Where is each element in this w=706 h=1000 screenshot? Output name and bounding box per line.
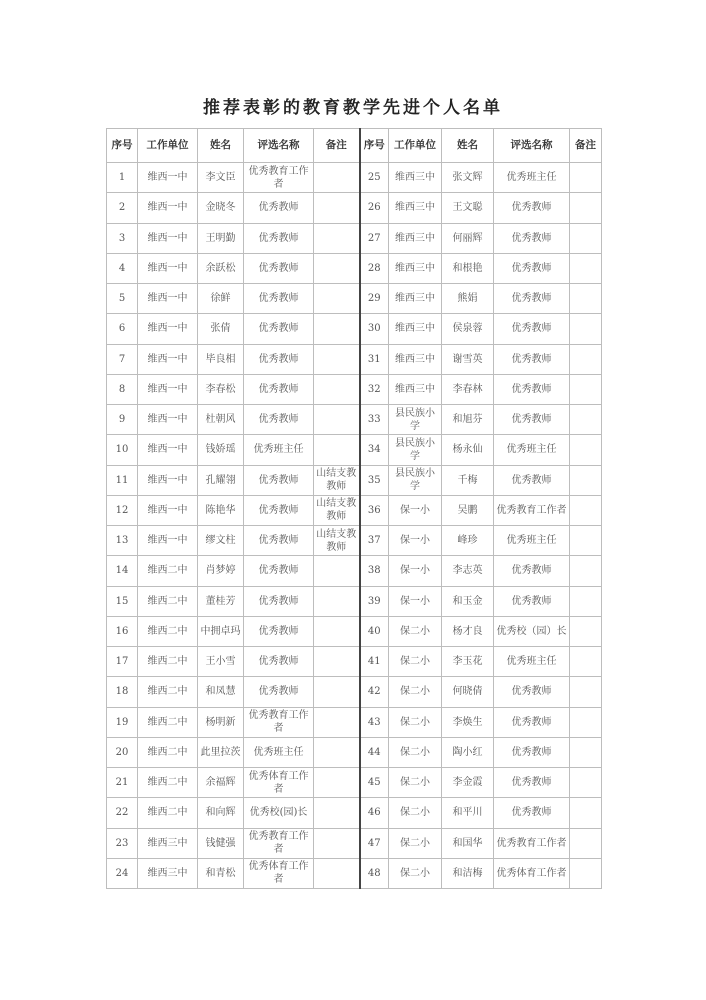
cell-no: 4 [107,253,138,283]
cell-no-right: 48 [360,858,389,888]
table-row [107,526,602,556]
cell-no: 17 [107,647,138,677]
cell-remark-right [570,435,602,465]
cell-no-right: 46 [360,798,389,828]
cell-name-right: 王文聪 [442,193,494,223]
table-row [107,677,602,707]
cell-award: 优秀教师 [244,465,314,495]
col-header-unit: 工作单位 [138,129,198,163]
cell-name-right: 陶小红 [442,737,494,767]
cell-name-right: 李焕生 [442,707,494,737]
cell-remark: 山结支教教师 [314,465,360,495]
cell-name-right: 和根艳 [442,253,494,283]
cell-no: 2 [107,193,138,223]
cell-award-right: 优秀教师 [494,798,570,828]
cell-award: 优秀教师 [244,344,314,374]
cell-name-right: 李春林 [442,374,494,404]
cell-unit: 维西一中 [138,284,198,314]
cell-no-right: 47 [360,828,389,858]
cell-remark-right [570,768,602,798]
cell-award-right: 优秀体育工作者 [494,858,570,888]
cell-award-right: 优秀教师 [494,707,570,737]
col-header-name: 姓名 [198,129,244,163]
cell-award: 优秀教师 [244,284,314,314]
cell-remark [314,193,360,223]
cell-unit: 维西一中 [138,435,198,465]
cell-name-right: 和洁梅 [442,858,494,888]
cell-award-right: 优秀教育工作者 [494,495,570,525]
cell-name-right: 何晓倩 [442,677,494,707]
cell-remark-right [570,374,602,404]
cell-unit-right: 县民族小学 [389,435,442,465]
table-row [107,798,602,828]
cell-name: 和青松 [198,858,244,888]
table-row [107,405,602,435]
cell-award: 优秀教师 [244,314,314,344]
cell-name: 钱健强 [198,828,244,858]
cell-remark-right [570,616,602,646]
cell-name-right: 和玉金 [442,586,494,616]
cell-remark-right [570,163,602,193]
cell-name: 董桂芳 [198,586,244,616]
cell-no-right: 39 [360,586,389,616]
cell-remark: 山结支教教师 [314,526,360,556]
table-row [107,737,602,767]
cell-name-right: 吴鹏 [442,495,494,525]
cell-remark-right [570,284,602,314]
cell-name-right: 千梅 [442,465,494,495]
cell-remark-right [570,858,602,888]
cell-remark-right [570,707,602,737]
cell-award: 优秀校(园)长 [244,798,314,828]
col-header-unit-right: 工作单位 [389,129,442,163]
cell-remark-right [570,465,602,495]
cell-award-right: 优秀教师 [494,223,570,253]
cell-remark-right [570,647,602,677]
cell-remark [314,616,360,646]
cell-no: 20 [107,737,138,767]
cell-unit: 维西一中 [138,405,198,435]
cell-remark-right [570,737,602,767]
cell-unit: 维西三中 [138,828,198,858]
cell-award: 优秀教师 [244,253,314,283]
table-row [107,586,602,616]
cell-unit-right: 维西三中 [389,344,442,374]
cell-award-right: 优秀教师 [494,737,570,767]
cell-award-right: 优秀教师 [494,677,570,707]
cell-unit-right: 保一小 [389,495,442,525]
cell-remark [314,284,360,314]
table-row [107,707,602,737]
cell-award: 优秀教育工作者 [244,163,314,193]
table-row [107,223,602,253]
cell-award: 优秀教师 [244,193,314,223]
cell-name: 杜朝风 [198,405,244,435]
cell-name: 孔耀翎 [198,465,244,495]
cell-unit-right: 保二小 [389,647,442,677]
cell-no-right: 44 [360,737,389,767]
cell-award: 优秀教师 [244,526,314,556]
cell-unit-right: 保二小 [389,737,442,767]
cell-remark-right [570,495,602,525]
cell-name: 毕良相 [198,344,244,374]
cell-name-right: 侯泉蓉 [442,314,494,344]
cell-unit: 维西三中 [138,858,198,888]
header-row [107,129,602,163]
cell-name-right: 李志英 [442,556,494,586]
cell-remark [314,435,360,465]
cell-award-right: 优秀教师 [494,405,570,435]
cell-no: 21 [107,768,138,798]
cell-remark-right [570,405,602,435]
cell-no: 24 [107,858,138,888]
cell-no: 13 [107,526,138,556]
cell-no: 18 [107,677,138,707]
cell-no: 14 [107,556,138,586]
cell-unit: 维西一中 [138,465,198,495]
cell-award: 优秀教师 [244,677,314,707]
cell-name: 张倩 [198,314,244,344]
cell-award-right: 优秀教师 [494,768,570,798]
cell-remark-right [570,253,602,283]
award-roster-table [106,128,602,889]
col-header-no-right: 序号 [360,129,389,163]
cell-award: 优秀教师 [244,405,314,435]
cell-remark-right [570,193,602,223]
cell-name: 中拥卓玛 [198,616,244,646]
cell-name: 和向辉 [198,798,244,828]
cell-unit-right: 维西三中 [389,374,442,404]
table-row [107,253,602,283]
cell-no: 10 [107,435,138,465]
cell-no-right: 30 [360,314,389,344]
cell-award-right: 优秀班主任 [494,163,570,193]
cell-award: 优秀教师 [244,495,314,525]
cell-no-right: 31 [360,344,389,374]
cell-unit-right: 保一小 [389,556,442,586]
cell-no-right: 35 [360,465,389,495]
cell-award-right: 优秀教师 [494,556,570,586]
col-header-award: 评选名称 [244,129,314,163]
cell-name: 钱娇瑶 [198,435,244,465]
cell-remark-right [570,314,602,344]
cell-name-right: 何丽辉 [442,223,494,253]
cell-name-right: 杨永仙 [442,435,494,465]
cell-no-right: 42 [360,677,389,707]
cell-unit-right: 维西三中 [389,253,442,283]
cell-award-right: 优秀教师 [494,314,570,344]
cell-unit-right: 维西三中 [389,284,442,314]
col-header-award-right: 评选名称 [494,129,570,163]
col-header-no: 序号 [107,129,138,163]
cell-name-right: 和国华 [442,828,494,858]
cell-unit: 维西二中 [138,616,198,646]
table-row [107,465,602,495]
cell-no-right: 28 [360,253,389,283]
cell-award-right: 优秀教师 [494,374,570,404]
cell-no-right: 29 [360,284,389,314]
table-row [107,828,602,858]
table-row [107,193,602,223]
col-header-remark: 备注 [314,129,360,163]
cell-name-right: 熊娟 [442,284,494,314]
cell-name: 金晓冬 [198,193,244,223]
cell-unit: 维西一中 [138,495,198,525]
cell-unit-right: 保二小 [389,858,442,888]
cell-unit: 维西二中 [138,768,198,798]
table-row [107,163,602,193]
cell-no: 12 [107,495,138,525]
cell-remark [314,314,360,344]
cell-no: 16 [107,616,138,646]
cell-unit-right: 保二小 [389,798,442,828]
table-row [107,858,602,888]
cell-unit-right: 维西三中 [389,163,442,193]
cell-unit: 维西一中 [138,163,198,193]
cell-name: 余福辉 [198,768,244,798]
cell-no-right: 27 [360,223,389,253]
cell-award-right: 优秀校（园）长 [494,616,570,646]
cell-unit-right: 维西三中 [389,314,442,344]
col-header-remark-right: 备注 [570,129,602,163]
cell-unit-right: 维西三中 [389,193,442,223]
col-header-name-right: 姓名 [442,129,494,163]
cell-no: 1 [107,163,138,193]
cell-name-right: 峰珍 [442,526,494,556]
cell-remark [314,586,360,616]
table-row [107,768,602,798]
cell-name: 余跃松 [198,253,244,283]
cell-name-right: 张文辉 [442,163,494,193]
cell-remark-right [570,586,602,616]
cell-unit-right: 保一小 [389,526,442,556]
cell-no: 11 [107,465,138,495]
cell-award-right: 优秀教师 [494,284,570,314]
cell-unit-right: 保二小 [389,677,442,707]
cell-name: 缪文柱 [198,526,244,556]
cell-no-right: 34 [360,435,389,465]
cell-remark [314,374,360,404]
cell-no-right: 32 [360,374,389,404]
cell-award: 优秀教师 [244,586,314,616]
cell-name: 徐鲜 [198,284,244,314]
cell-award-right: 优秀班主任 [494,647,570,677]
cell-remark [314,737,360,767]
cell-remark [314,858,360,888]
cell-remark [314,677,360,707]
cell-no-right: 45 [360,768,389,798]
cell-award: 优秀教师 [244,223,314,253]
cell-remark [314,405,360,435]
cell-no: 8 [107,374,138,404]
cell-name-right: 杨才良 [442,616,494,646]
cell-unit-right: 保二小 [389,828,442,858]
cell-name: 王小雪 [198,647,244,677]
cell-unit: 维西一中 [138,344,198,374]
cell-remark: 山结支教教师 [314,495,360,525]
table-row [107,556,602,586]
cell-award: 优秀教育工作者 [244,828,314,858]
cell-award-right: 优秀教师 [494,253,570,283]
cell-award: 优秀体育工作者 [244,768,314,798]
cell-no: 19 [107,707,138,737]
cell-no: 5 [107,284,138,314]
cell-name-right: 李玉花 [442,647,494,677]
cell-no-right: 37 [360,526,389,556]
cell-unit: 维西二中 [138,707,198,737]
cell-award: 优秀教师 [244,647,314,677]
cell-no-right: 26 [360,193,389,223]
cell-name: 肖梦婷 [198,556,244,586]
cell-award-right: 优秀教师 [494,465,570,495]
cell-name: 和凤慧 [198,677,244,707]
cell-no: 3 [107,223,138,253]
cell-remark [314,223,360,253]
cell-remark-right [570,828,602,858]
cell-award-right: 优秀教师 [494,344,570,374]
cell-award-right: 优秀班主任 [494,526,570,556]
cell-unit: 维西一中 [138,223,198,253]
cell-remark [314,253,360,283]
cell-remark-right [570,556,602,586]
cell-award: 优秀教师 [244,374,314,404]
cell-remark-right [570,223,602,253]
cell-unit: 维西一中 [138,526,198,556]
table-row [107,435,602,465]
table-row [107,284,602,314]
cell-no-right: 25 [360,163,389,193]
cell-no: 9 [107,405,138,435]
table-row [107,374,602,404]
table-row [107,495,602,525]
cell-no-right: 38 [360,556,389,586]
table-row [107,344,602,374]
cell-unit: 维西一中 [138,253,198,283]
cell-unit-right: 县民族小学 [389,405,442,435]
cell-unit-right: 保二小 [389,768,442,798]
cell-award: 优秀教师 [244,556,314,586]
cell-unit-right: 县民族小学 [389,465,442,495]
cell-unit: 维西二中 [138,556,198,586]
cell-remark-right [570,344,602,374]
cell-no-right: 41 [360,647,389,677]
cell-award: 优秀体育工作者 [244,858,314,888]
cell-no-right: 40 [360,616,389,646]
table-row [107,616,602,646]
cell-award-right: 优秀教师 [494,586,570,616]
cell-award-right: 优秀班主任 [494,435,570,465]
page-title: 推荐表彰的教育教学先进个人名单 [203,98,503,118]
cell-unit-right: 保二小 [389,707,442,737]
cell-name: 杨明新 [198,707,244,737]
cell-remark [314,344,360,374]
cell-unit-right: 保二小 [389,616,442,646]
cell-unit: 维西二中 [138,647,198,677]
cell-remark [314,707,360,737]
cell-name: 陈艳华 [198,495,244,525]
table-row [107,647,602,677]
cell-name-right: 李金霞 [442,768,494,798]
cell-no: 7 [107,344,138,374]
cell-remark [314,556,360,586]
cell-no-right: 36 [360,495,389,525]
cell-unit: 维西二中 [138,677,198,707]
cell-no: 22 [107,798,138,828]
cell-unit: 维西二中 [138,586,198,616]
cell-remark [314,163,360,193]
cell-name-right: 和平川 [442,798,494,828]
cell-unit: 维西二中 [138,798,198,828]
cell-remark [314,828,360,858]
cell-name-right: 和旭芬 [442,405,494,435]
cell-name: 此里拉茨 [198,737,244,767]
cell-remark-right [570,677,602,707]
cell-award: 优秀教育工作者 [244,707,314,737]
cell-award: 优秀教师 [244,616,314,646]
cell-name: 李春松 [198,374,244,404]
cell-no: 6 [107,314,138,344]
cell-award-right: 优秀教育工作者 [494,828,570,858]
cell-no-right: 43 [360,707,389,737]
cell-unit: 维西二中 [138,737,198,767]
table-row [107,314,602,344]
cell-remark-right [570,798,602,828]
cell-unit: 维西一中 [138,374,198,404]
cell-name: 李文臣 [198,163,244,193]
cell-unit-right: 维西三中 [389,223,442,253]
cell-unit: 维西一中 [138,193,198,223]
cell-no: 23 [107,828,138,858]
cell-remark [314,768,360,798]
cell-unit-right: 保一小 [389,586,442,616]
cell-remark-right [570,526,602,556]
cell-award: 优秀班主任 [244,737,314,767]
cell-remark [314,647,360,677]
cell-no-right: 33 [360,405,389,435]
cell-award-right: 优秀教师 [494,193,570,223]
cell-no: 15 [107,586,138,616]
cell-unit: 维西一中 [138,314,198,344]
cell-name: 王明勤 [198,223,244,253]
cell-name-right: 谢雪英 [442,344,494,374]
cell-award: 优秀班主任 [244,435,314,465]
cell-remark [314,798,360,828]
